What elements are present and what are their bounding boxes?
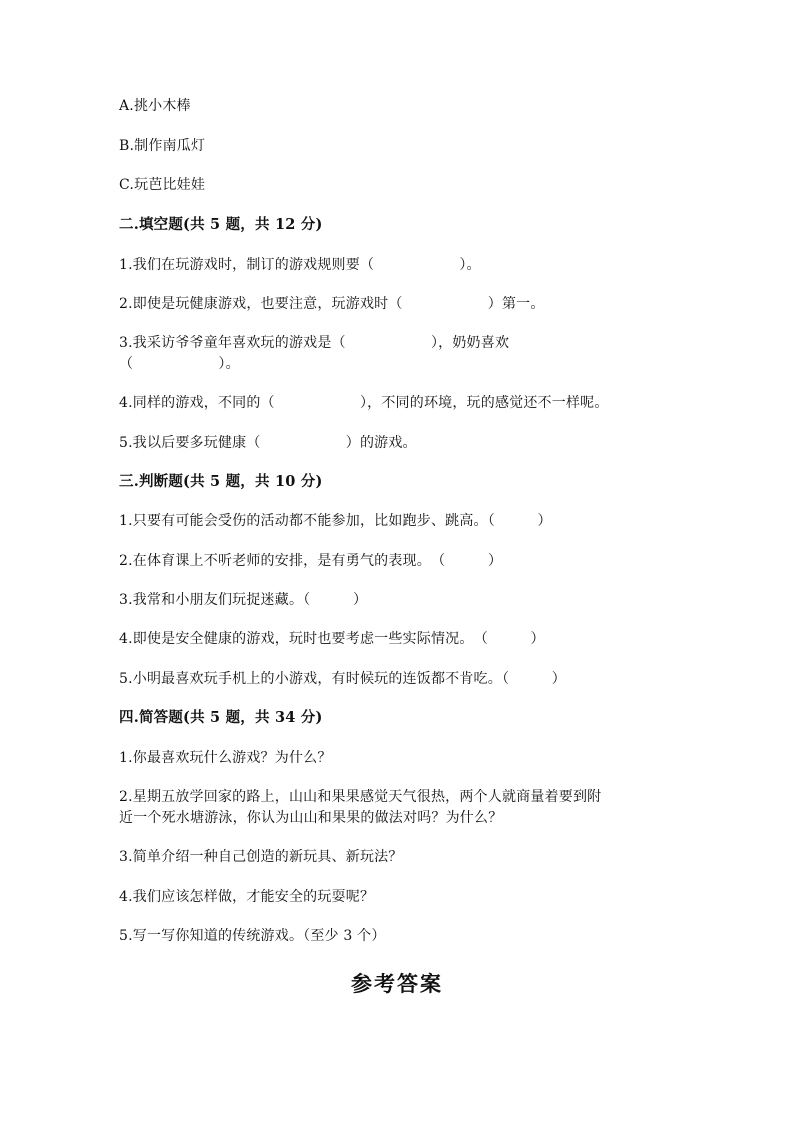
fill-blank-item-1: 1.我们在玩游戏时，制订的游戏规则要（ ）。 bbox=[119, 257, 481, 273]
fill-blank-item-2: 2.即使是玩健康游戏，也要注意，玩游戏时（ ）第一。 bbox=[119, 296, 545, 312]
judgment-item-2: 2.在体育课上不听老师的安排，是有勇气的表现。 （ ） bbox=[119, 553, 503, 569]
fill-blank-item-5: 5.我以后要多玩健康（ ）的游戏。 bbox=[119, 435, 417, 451]
short-answer-item-1: 1.你最喜欢玩什么游戏？为什么？ bbox=[119, 750, 332, 766]
choice-option-b: B.制作南瓜灯 bbox=[119, 138, 206, 154]
short-answer-item-2: 2.星期五放学回家的路上，山山和果果感觉天气很热，两个人就商量着要到附 bbox=[119, 789, 602, 805]
judgment-item-1: 1.只要有可能会受伤的活动都不能参加，比如跑步、跳高。（ ） bbox=[119, 513, 552, 529]
short-answer-item-5: 5.写一写你知道的传统游戏。（至少 3 个） bbox=[119, 928, 386, 944]
judgment-heading: 三.判断题(共 5 题，共 10 分) bbox=[119, 473, 323, 490]
judgment-item-5: 5.小明最喜欢玩手机上的小游戏，有时候玩的连饭都不肯吃。（ ） bbox=[119, 671, 566, 687]
short-answer-item-2-continued: 近一个死水塘游泳，你认为山山和果果的做法对吗？为什么？ bbox=[119, 810, 503, 826]
answer-key-title: 参考答案 bbox=[351, 971, 443, 996]
fill-blank-item-3: 3.我采访爷爷童年喜欢玩的游戏是（ ），奶奶喜欢 bbox=[119, 335, 510, 351]
short-answer-item-3: 3.简单介绍一种自己创造的新玩具、新玩法？ bbox=[119, 849, 403, 865]
choice-option-c: C.玩芭比娃娃 bbox=[119, 177, 206, 193]
short-answer-heading: 四.简答题(共 5 题，共 34 分) bbox=[119, 709, 323, 726]
fill-blank-item-3-continued: （ ）。 bbox=[119, 356, 240, 372]
choice-option-a: A.挑小木棒 bbox=[119, 98, 191, 114]
short-answer-item-4: 4.我们应该怎样做，才能安全的玩耍呢？ bbox=[119, 889, 375, 905]
judgment-item-4: 4.即使是安全健康的游戏，玩时也要考虑一些实际情况。 （ ） bbox=[119, 631, 545, 647]
fill-blank-item-4: 4.同样的游戏，不同的（ ），不同的环境，玩的感觉还不一样呢。 bbox=[119, 395, 609, 411]
fill-blank-heading: 二.填空题(共 5 题，共 12 分) bbox=[119, 216, 323, 233]
judgment-item-3: 3.我常和小朋友们玩捉迷藏。（ ） bbox=[119, 592, 368, 608]
